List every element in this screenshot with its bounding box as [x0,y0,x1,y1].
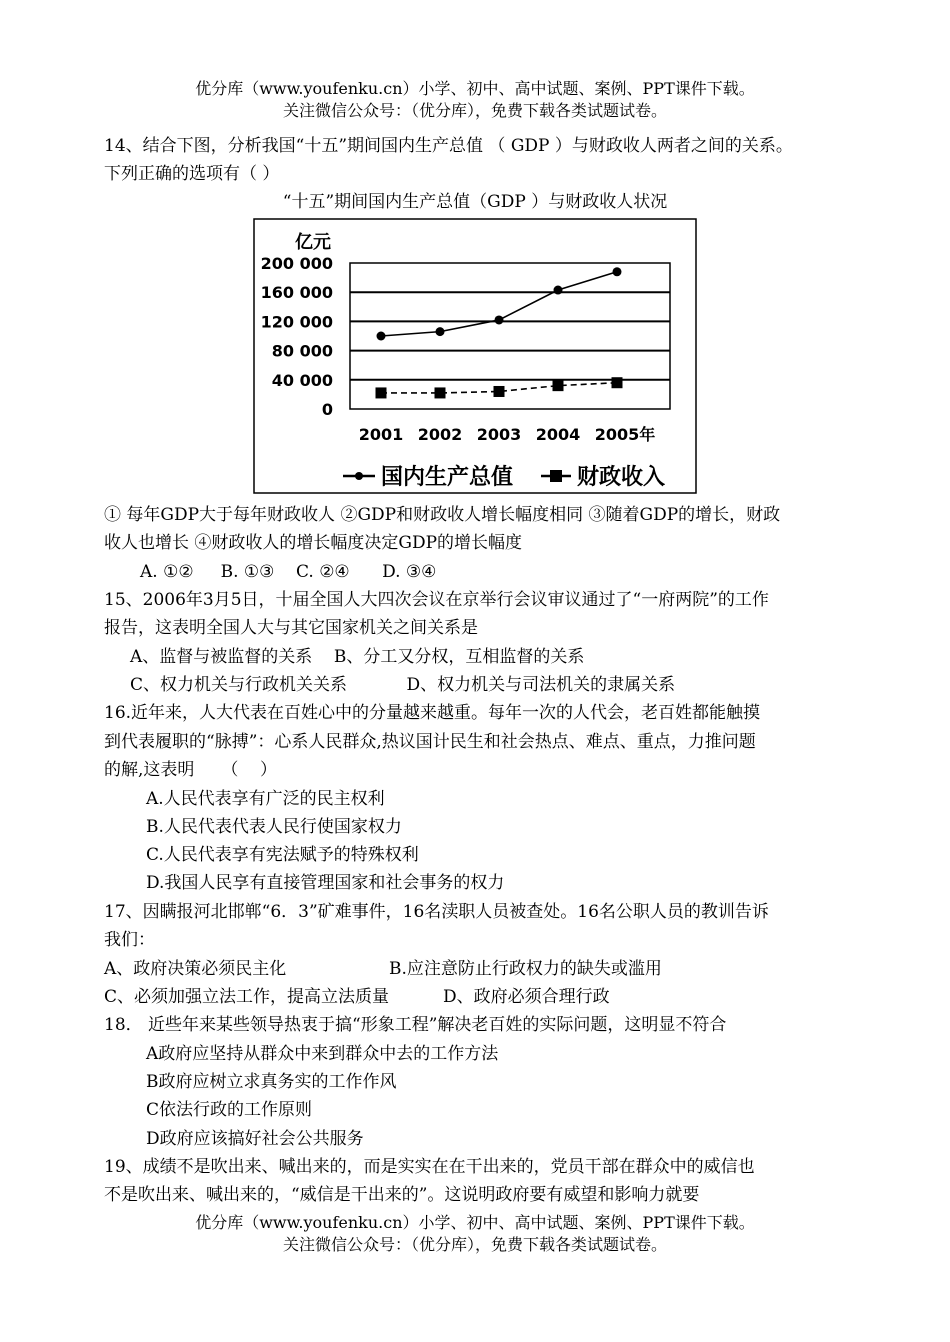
y-tick-label: 160 000 [260,283,333,303]
fiscal-revenue-point [435,387,446,398]
x-tick-label: 2002 [417,425,463,444]
y-tick-label: 80 000 [271,341,333,361]
legend-gdp-marker [355,472,363,480]
q17-stem-line-1: 17、因瞒报河北邯郸“6．3”矿难事件，16名渎职人员被查处。16名公职人员的教训告诉 [104,902,769,922]
header-line-2: 关注微信公众号：（优分库），免费下载各类试题试卷。 [282,101,667,120]
q15-options-line-1: A、监督与被监督的关系 B、分工又分权，互相监督的关系 [130,647,585,667]
gdp-point [554,286,563,295]
x-tick-label: 2001 [358,425,404,444]
q18-option-c: C依法行政的工作原则 [146,1100,313,1120]
gdp-point [613,267,622,276]
q16-option-b: B.人民代表代表人民行使国家权力 [146,817,402,837]
gdp-fiscal-line-chart [253,218,697,494]
footer-line-1: 优分库（www.youfenku.cn）小学、初中、高中试题、案例、PPT课件下载。 [195,1213,755,1232]
gdp-point [495,315,504,324]
q16-stem-line-3: 的解,这表明 （ ） [104,760,278,780]
q14-options-line-2: 收人也增长 ④财政收人的增长幅度决定GDP的增长幅度 [104,533,523,553]
q18-option-d: D政府应该搞好社会公共服务 [146,1129,364,1149]
y-axis-label: 亿元 [295,232,331,253]
q15-stem-line-2: 报告，这表明全国人大与其它国家机关之间关系是 [104,618,478,638]
q17-stem-line-2: 我们： [104,930,155,950]
y-tick-label: 40 000 [271,370,333,390]
q15-options-line-2: C、权力机关与行政机关关系 D、权力机关与司法机关的隶属关系 [130,675,676,695]
q18-option-a: A政府应坚持从群众中来到群众中去的工作方法 [146,1044,499,1064]
legend-fiscal-marker [550,470,562,482]
fiscal-revenue-point [612,377,623,388]
q16-stem-line-1: 16.近年来，人大代表在百姓心中的分量越来越重。每年一次的人代会，老百姓都能触摸 [104,703,761,723]
y-tick-label: 120 000 [260,312,333,332]
q16-option-d: D.我国人民享有直接管理国家和社会事务的权力 [146,873,505,893]
q16-stem-line-2: 到代表履职的“脉搏”：心系人民群众,热议国计民生和社会热点、难点、重点，力推问题 [104,732,756,752]
fiscal-revenue-point [553,380,564,391]
q16-option-c: C.人民代表享有宪法赋予的特殊权利 [146,845,419,865]
fiscal-revenue-point [376,387,387,398]
footer-line-2: 关注微信公众号：（优分库），免费下载各类试题试卷。 [282,1235,667,1254]
q14-options-line-1: ① 每年GDP大于每年财政收人 ②GDP和财政收人增长幅度相同 ③随着GDP的增长，财政 [104,505,781,525]
legend-gdp-label: 国内生产总值 [381,465,514,490]
q14-stem-line-1: 14、结合下图，分析我国“十五”期间国内生产总值 （ GDP ）与财政收人两者之间的关系。 [104,136,793,156]
header-line-1: 优分库（www.youfenku.cn）小学、初中、高中试题、案例、PPT课件下载。 [195,79,755,98]
x-tick-label: 2004 [535,425,581,444]
q19-stem-line-2: 不是吹出来、喊出来的，“威信是干出来的”。这说明政府要有威望和影响力就要 [104,1185,700,1205]
fiscal-revenue-point [494,386,505,397]
chart-title: “十五”期间国内生产总值（GDP ）与财政收人状况 [282,192,668,212]
y-tick-label: 200 000 [260,254,333,273]
gdp-point [436,327,445,336]
x-tick-label: 2003 [476,425,522,444]
x-tick-label: 2005年 [594,425,656,444]
legend-fiscal-label: 财政收入 [577,465,666,490]
q15-stem-line-1: 15、2006年3月5日，十届全国人大四次会议在京举行会议审议通过了“一府两院”的工作 [104,590,769,610]
q17-options-line-2: C、必须加强立法工作，提高立法质量 D、政府必须合理行政 [104,987,610,1007]
gdp-point [377,332,386,341]
q14-answer-choices: A. ①② B. ①③ C. ②④ D. ③④ [140,562,437,582]
q18-stem: 18． 近些年来某些领导热衷于搞“形象工程”解决老百姓的实际问题，这明显不符合 [104,1015,727,1035]
y-tick-label: 0 [321,400,333,419]
q18-option-b: B政府应树立求真务实的工作作风 [146,1072,397,1092]
q19-stem-line-1: 19、成绩不是吹出来、喊出来的，而是实实在在干出来的，党员干部在群众中的威信也 [104,1157,755,1177]
q14-stem-line-2: 下列正确的选项有（ ） [104,164,280,184]
q16-option-a: A.人民代表享有广泛的民主权利 [146,789,385,809]
q17-options-line-1: A、政府决策必须民主化 B.应注意防止行政权力的缺失或滥用 [104,959,662,979]
